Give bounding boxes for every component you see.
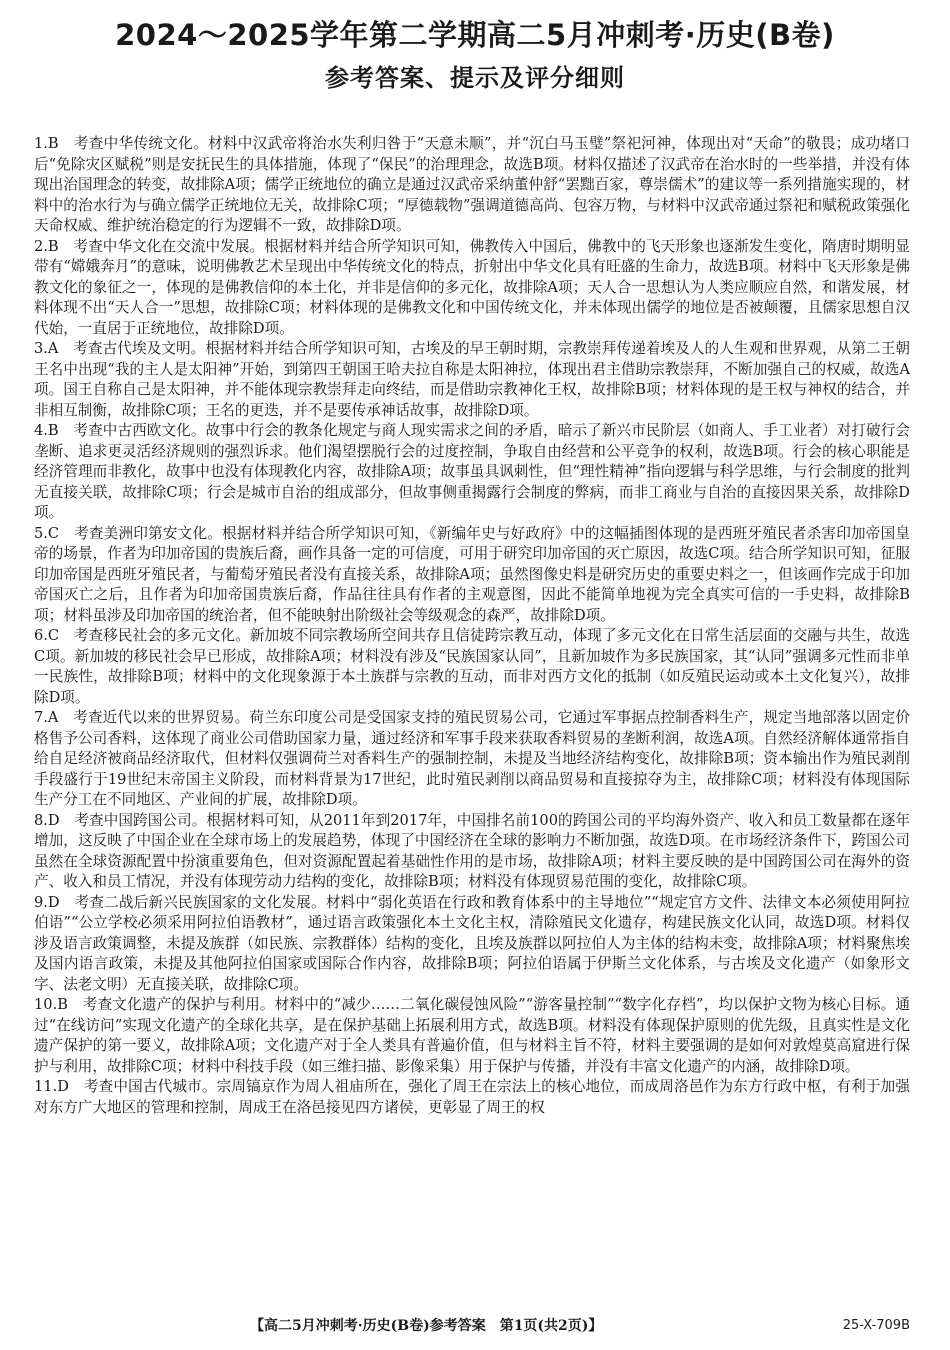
- answer-item-6: 6.C 考查移民社会的多元文化。新加坡不同宗教场所空间共存且信徒跨宗教互动，体现了多元文化在日常生活层面的交融与共生，故选C项。新加坡的移民社会早已形成，故排除A项；材料没有涉及“民族国家认同”，且新加坡作为多民族国家，其“认同”强调多元性而非单一民族性，故排除B项；材料中的文化现象源于本土族群与宗教的互动，而非对西方文化的抵制（如反殖民运动或本土文化复兴），故排除D项。: [34, 627, 910, 706]
- answer-item-5: 5.C 考查美洲印第安文化。根据材料并结合所学知识可知，《新编年史与好政府》中的这幅插图体现的是西班牙殖民者杀害印加帝国皇帝的场景，作者为印加帝国的贵族后裔，画作具备一定的可信度，可用于研究印加帝国的灭亡原因，故选C项。结合所学知识可知，征服印加帝国是西班牙殖民者，与葡萄牙殖民者没有直接关系，故排除A项；虽然图像史料是研究历史的重要史料之一，但该画作完成于印加帝国灭亡之后，且作者为印加帝国贵族后裔，作品往往具有作者的主观意图，因此不能简单地视为完全真实可信的一手史料，故排除B项；材料虽涉及印加帝国的统治者，但不能映射出阶级社会等级观念的森严，故排除D项。: [34, 524, 910, 624]
- answer-item-10: 10.B 考查文化遗产的保护与利用。材料中的“减少……二氧化碳侵蚀风险”“游客量控制”“数字化存档”，均以保护文物为核心目标。通过“在线访问”实现文化遗产的全球化共享，是在保护基础上拓展利用方式，故选B项。材料没有体现保护原则的优先级，且真实性是文化遗产保护的第一要义，故排除A项；文化遗产对于全人类具有普遍价值，但与材料主旨不符，材料主要强调的是如何对敦煌莫高窟进行保护与利用，故排除C项；材料中科技手段（如三维扫描、影像采集）用于保护与传播，并没有丰富文化遗产的内涵，故排除D项。: [34, 996, 910, 1075]
- answer-item-2: 2.B 考查中华文化在交流中发展。根据材料并结合所学知识可知，佛教传入中国后，佛教中的飞天形象也逐渐发生变化，隋唐时期明显带有“嫦娥奔月”的意味，说明佛教艺术呈现出中华传统文化的特点，折射出中华文化具有旺盛的生命力，故选B项。材料中飞天形象是佛教文化的象征之一，体现的是佛教信仰的本土化，并非是信仰的多元化，故排除A项；天人合一思想认为人类应顺应自然，和谐发展，材料体现不出“天人合一”思想，故排除C项；材料体现的是佛教文化和中国传统文化，并未体现出儒学的地位是否被颠覆，且儒家思想自汉代始，一直居于正统地位，故排除D项。: [34, 237, 910, 337]
- answer-item-11: 11.D 考查中国古代城市。宗周镐京作为周人祖庙所在，强化了周王在宗法上的核心地位，而成周洛邑作为东方行政中枢，有利于加强对东方广大地区的管理和控制，周成王在洛邑接见四方诸侯，更彰显了周王的权: [34, 1078, 910, 1116]
- answer-item-8: 8.D 考查中国跨国公司。根据材料可知，从2011年到2017年，中国排名前100的跨国公司的平均海外资产、收入和员工数量都在逐年增加，这反映了中国企业在全球市场上的发展趋势，体现了中国经济在全球的影响力不断加强，故选D项。在市场经济条件下，跨国公司虽然在全球资源配置中扮演重要角色，但对资源配置起着基础性作用的是市场，故排除A项；材料主要反映的是中国跨国公司在海外的资产、收入和员工情况，并没有体现劳动力结构的变化，故排除B项；材料没有体现贸易范围的变化，故排除C项。: [34, 811, 910, 890]
- page-footer: [0, 1314, 950, 1338]
- answer-item-9: 9.D 考查二战后新兴民族国家的文化发展。材料中“弱化英语在行政和教育体系中的主导地位”“规定官方文件、法律文本必须使用阿拉伯语”“公立学校必须采用阿拉伯语教材”，通过语言政策强化本土文化主权，清除殖民文化遗存，构建民族文化认同，故选D项。材料仅涉及语言政策调整，未提及族群（如民族、宗教群体）结构的变化，且埃及族群以阿拉伯人为主体的结构未变，故排除A项；材料聚焦埃及国内语言政策，未提及其他阿拉伯国家或国际合作内容，故排除B项；阿拉伯语属于伊斯兰文化体系，与古埃及文化遗产（如象形文字、法老文明）无直接关联，故排除C项。: [34, 893, 910, 993]
- footer-page-info: 【高二5月冲刺考·历史(B卷)参考答案 第1页(共2页)】: [250, 1318, 603, 1334]
- answer-item-7: 7.A 考查近代以来的世界贸易。荷兰东印度公司是受国家支持的殖民贸易公司，它通过军事据点控制香料生产，规定当地部落以固定价格售予公司香料，这体现了商业公司借助国家力量，通过经济和军事手段来获取香料贸易的垄断利润，故选A项。自然经济解体通常指自给自足经济被商品经济取代，但材料仅强调荷兰对香料生产的强制控制，未提及当地经济结构变化，故排除B项；资本输出作为殖民剥削手段盛行于19世纪末帝国主义阶段，而材料背景为17世纪，此时殖民剥削以商品贸易和直接掠夺为主，故排除C项；材料没有体现国际生产分工在不同地区、产业间的扩展，故排除D项。: [34, 709, 910, 808]
- document-title: 2024～2025学年第二学期高二5月冲刺考·历史(B卷): [115, 18, 835, 52]
- answer-list: [34, 134, 910, 1118]
- footer-exam-code: 25-X-709B: [842, 1318, 910, 1333]
- answer-item-4: 4.B 考查中古西欧文化。故事中行会的教条化规定与商人现实需求之间的矛盾，暗示了新兴市民阶层（如商人、手工业者）对打破行会垄断、追求更灵活经济规则的强烈诉求。他们渴望摆脱行会的过度控制，争取自由经营和公平竞争的权利，故选B项。行会的核心职能是经济管理而非教化，故事中也没有体现教化内容，故排除A项；故事虽具讽刺性，但“理性精神”指向逻辑与科学思维，与行会制度的批判无直接关联，故排除C项；行会是城市自治的组成部分，但故事侧重揭露行会制度的弊病，而非工商业与自治的直接因果关系，故排除D项。: [34, 422, 910, 521]
- answer-item-3: 3.A 考查古代埃及文明。根据材料并结合所学知识可知，古埃及的早王朝时期，宗教崇拜传递着埃及人的人生观和世界观，从第二王朝王名中出现“我的主人是太阳神”开始，到第四王朝国王哈夫拉自称是太阳神拉，体现出君主借助宗教崇拜，不断加强自己的权威，故选A项。国王自称自己是太阳神，并不能体现宗教崇拜走向终结，而是借助宗教神化王权，故排除B项；材料体现的是王权与神权的结合，并非相互制衡，故排除C项；王名的更迭，并不是要传承神话故事，故排除D项。: [34, 340, 910, 419]
- answer-item-1: 1.B 考查中华传统文化。材料中汉武帝将治水失利归咎于“天意未顺”，并“沉白马玉璧”祭祀河神，体现出对“天命”的敬畏；成功堵口后“免除灾区赋税”则是安抚民生的具体措施，体现了“保民”的治理理念，故选B项。材料仅描述了汉武帝在治水时的一些举措，并没有体现出治国理念的转变，故排除A项；儒学正统地位的确立是通过汉武帝采纳董仲舒“罢黜百家，尊崇儒术”的建议等一系列措施实现的，材料中的治水行为与确立儒学正统地位无关，故排除C项；“厚德载物”强调道德高尚、包容万物，与材料中汉武帝通过祭祀和赋税政策强化天命权威、维护统治稳定的行为逻辑不一致，故排除D项。: [34, 135, 910, 234]
- document-subtitle: 参考答案、提示及评分细则: [325, 64, 625, 92]
